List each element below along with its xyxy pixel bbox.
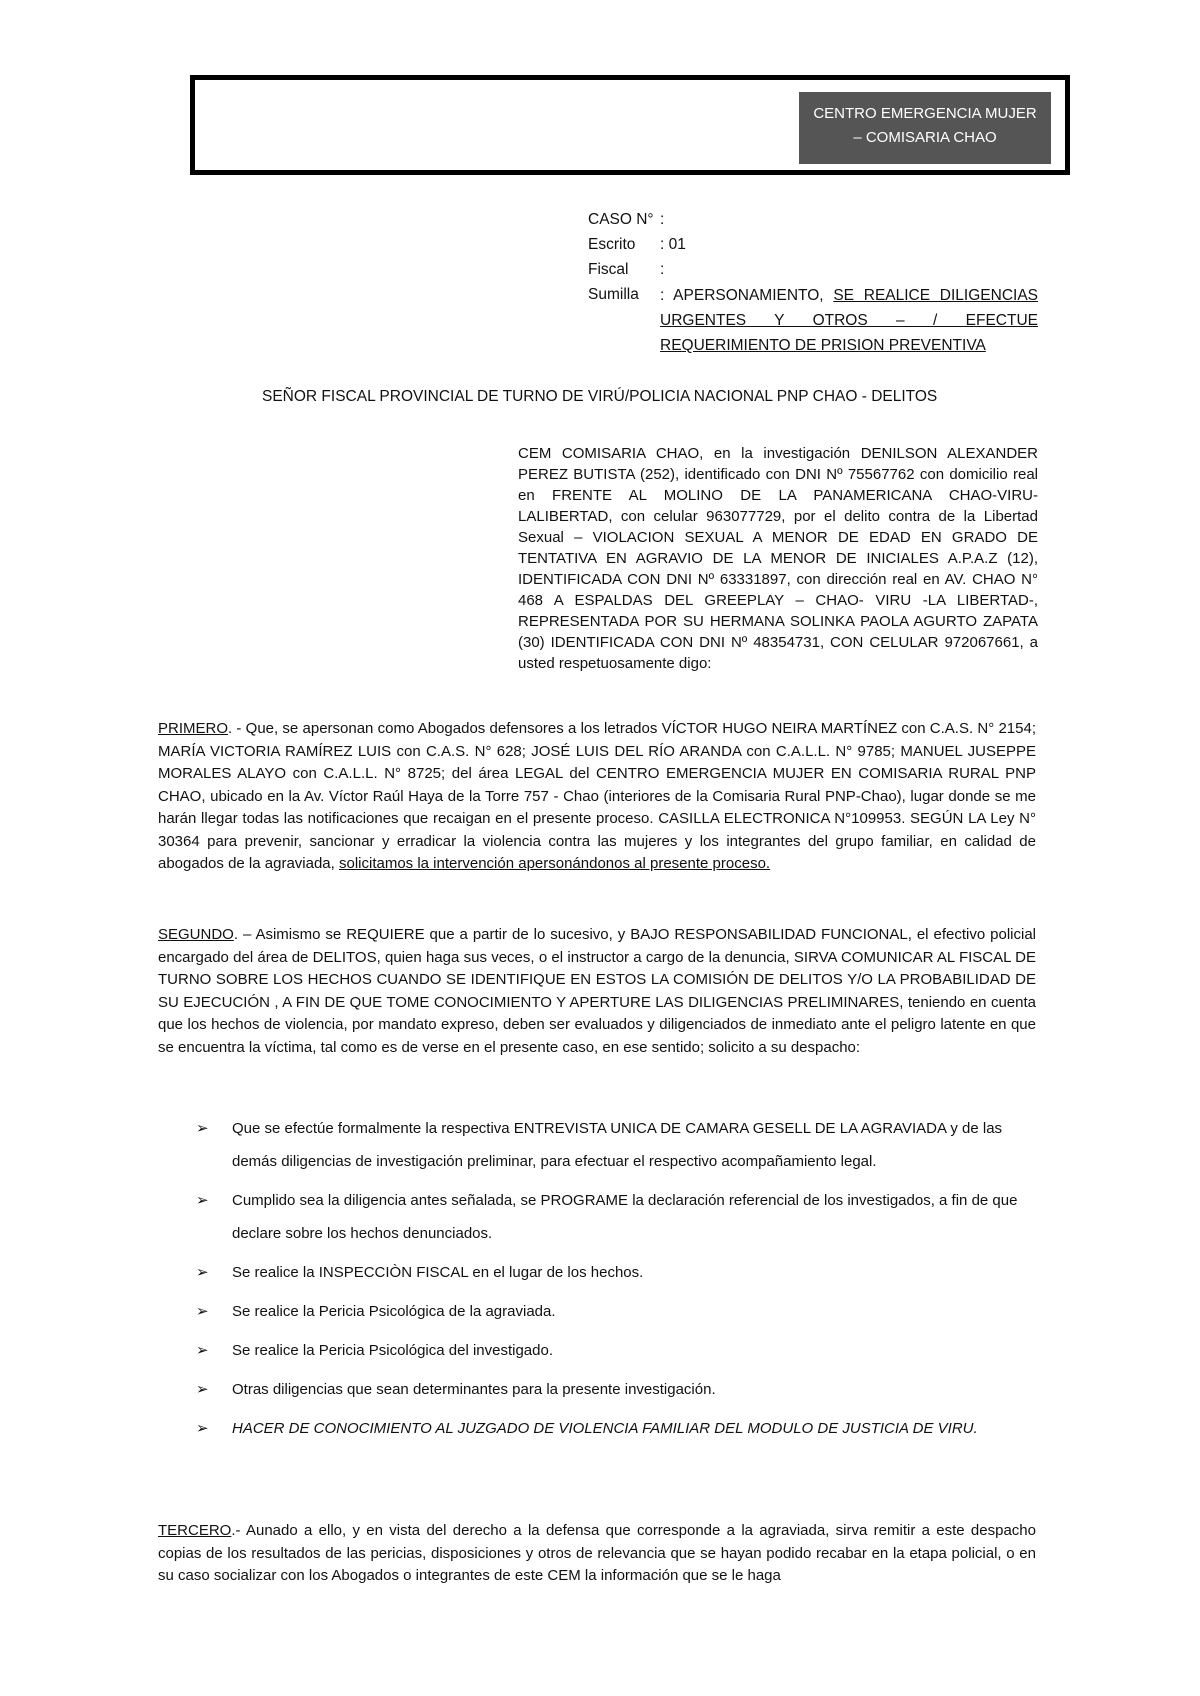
list-item: [196, 1184, 1036, 1250]
list-item-text: Se realice la Pericia Psicológica de la agraviada.: [232, 1303, 556, 1320]
sumilla-text: [660, 283, 1038, 358]
list-item: [196, 1112, 1036, 1178]
escrito-row: [588, 233, 1038, 258]
fiscal-key: Fiscal: [588, 261, 629, 278]
intro-paragraph: CEM COMISARIA CHAO, en la investigación DENILSON ALEXANDER PEREZ BUTISTA (252), identificado con DNI Nº 75567762 con domicilio real en FRENTE AL MOLINO DE LA PANAMERICANA CHAO-VIRU- LALIBERTAD, con celular 963077729, por el delito contra de la Libertad Sexual – VIOLACION SEXUAL A MENOR DE EDAD EN GRADO DE TENTATIVA EN AGRAVIO DE LA MENOR DE INICIALES A.P.A.Z (12), IDENTIFICADA CON DNI Nº 63331897, con dirección real en AV. CHAO N° 468 A ESPALDAS DEL GREEPLAY – CHAO- VIRU -LA LIBERTAD-, REPRESENTADA POR SU HERMANA SOLINKA PAOLA AGURTO ZAPATA (30) IDENTIFICADA CON DNI Nº 48354731, CON CELULAR 972067661, a usted respetuosamente digo:: [518, 445, 1038, 672]
addressee: SEÑOR FISCAL PROVINCIAL DE TURNO DE VIRÚ/POLICIA NACIONAL PNP CHAO - DELITOS: [262, 388, 938, 405]
primero-underlined: solicitamos la intervención apersonándonos al presente proceso.: [338, 855, 771, 872]
header-badge-line1: CENTRO EMERGENCIA MUJER: [813, 105, 1037, 122]
list-item-text: Se realice la Pericia Psicológica del investigado.: [232, 1342, 554, 1359]
tercero-body: .- Aunado a ello, y en vista del derecho a la defensa que corresponde a la agraviada, sirva remitir a este despacho copias de los resultados de las pericias, disposiciones y otros de relevancia que se hayan podido recabar en la etapa policial, o en su caso socializar con los Abogados o integrantes de este CEM la información que se le haga: [158, 1522, 1036, 1584]
sumilla-key: Sumilla: [588, 286, 639, 303]
sumilla-row: [588, 283, 1038, 358]
caso-value: :: [660, 211, 665, 228]
header-badge-line2: – COMISARIA CHAO: [853, 129, 997, 146]
fiscal-value: :: [660, 261, 665, 278]
arrow-bullet-icon: ➢: [196, 1264, 209, 1281]
list-item: [196, 1256, 1036, 1289]
sumilla-prefix: : APERSONAMIENTO,: [660, 287, 834, 304]
list-item: [196, 1334, 1036, 1367]
primero-label: PRIMERO: [158, 720, 229, 737]
case-meta: [588, 208, 1038, 358]
fiscal-row: [588, 258, 1038, 283]
escrito-key: Escrito: [588, 236, 636, 253]
list-item-text: Otras diligencias que sean determinantes para la presente investigación.: [232, 1381, 716, 1398]
arrow-bullet-icon: ➢: [196, 1120, 209, 1137]
list-item-text: HACER DE CONOCIMIENTO AL JUZGADO DE VIOLENCIA FAMILIAR DEL MODULO DE JUSTICIA DE VIRU.: [232, 1420, 978, 1437]
header-box: [190, 75, 1070, 175]
arrow-bullet-icon: ➢: [196, 1420, 209, 1437]
diligencias-list: [196, 1112, 1036, 1451]
header-badge: [799, 92, 1051, 164]
section-tercero: [158, 1520, 1036, 1588]
section-primero: [158, 718, 1036, 876]
escrito-value: : 01: [660, 236, 686, 253]
segundo-body: . – Asimismo se REQUIERE que a partir de lo sucesivo, y BAJO RESPONSABILIDAD FUNCIONAL, el efectivo policial encargado del área de DELITOS, quien haga sus veces, o el instructor a cargo de la denuncia, SIRVA COMUNICAR AL FISCAL DE TURNO SOBRE LOS HECHOS CUANDO SE IDENTIFIQUE EN ESTOS LA COMISIÓN DE DELITOS Y/O LA PROBABILIDAD DE SU EJECUCIÓN , A FIN DE QUE TOME CONOCIMIENTO Y APERTURE LAS DILIGENCIAS PRELIMINARES, teniendo en cuenta que los hechos de violencia, por mandato expreso, deben ser evaluados y diligenciados de inmediato ante el peligro latente en que se encuentra la víctima, tal como es de verse en el presente caso, en ese sentido; solicito a su despacho:: [158, 926, 1036, 1056]
arrow-bullet-icon: ➢: [196, 1342, 209, 1359]
list-item-text: Se realice la INSPECCIÒN FISCAL en el lugar de los hechos.: [232, 1264, 644, 1281]
list-item-text: Cumplido sea la diligencia antes señalada, se PROGRAME la declaración referencial de los investigados, a fin de que declare sobre los hechos denunciados.: [232, 1192, 1018, 1242]
tercero-label: TERCERO: [158, 1522, 232, 1539]
arrow-bullet-icon: ➢: [196, 1303, 209, 1320]
list-item-text: Que se efectúe formalmente la respectiva ENTREVISTA UNICA DE CAMARA GESELL DE LA AGRAVIADA y de las demás diligencias de investigación preliminar, para efectuar el respectivo acompañamiento legal.: [232, 1120, 1003, 1170]
primero-body: . - Que, se apersonan como Abogados defensores a los letrados VÍCTOR HUGO NEIRA MARTÍNEZ con C.A.S. N° 2154; MARÍA VICTORIA RAMÍREZ LUIS con C.A.S. N° 628; JOSÉ LUIS DEL RÍO ARANDA con C.A.L.L. N° 9785; MANUEL JUSEPPE MORALES ALAYO con C.A.L.L. N° 8725; del área LEGAL del CENTRO EMERGENCIA MUJER EN COMISARIA RURAL PNP CHAO, ubicado en la Av. Víctor Raúl Haya de la Torre 757 - Chao (interiores de la Comisaria Rural PNP-Chao), lugar donde se me harán llegar todas las notificaciones que recaigan en el presente proceso. CASILLA ELECTRONICA N°109953. SEGÚN LA Ley N° 30364 para prevenir, sancionar y erradicar la violencia contra las mujeres y los integrantes del grupo familiar, en calidad de abogados de la agraviada,: [158, 720, 1036, 872]
list-item: [196, 1412, 1036, 1445]
list-item: [196, 1373, 1036, 1406]
segundo-label: SEGUNDO: [158, 926, 234, 943]
caso-key: CASO N°: [588, 211, 654, 228]
arrow-bullet-icon: ➢: [196, 1381, 209, 1398]
caso-row: [588, 208, 1038, 233]
sumilla-underlined: SE REALICE DILIGENCIAS URGENTES Y OTROS – / EFECTUE REQUERIMIENTO DE PRISION PREVENTIVA: [660, 287, 1038, 354]
section-segundo: [158, 924, 1036, 1059]
list-item: [196, 1295, 1036, 1328]
arrow-bullet-icon: ➢: [196, 1192, 209, 1209]
